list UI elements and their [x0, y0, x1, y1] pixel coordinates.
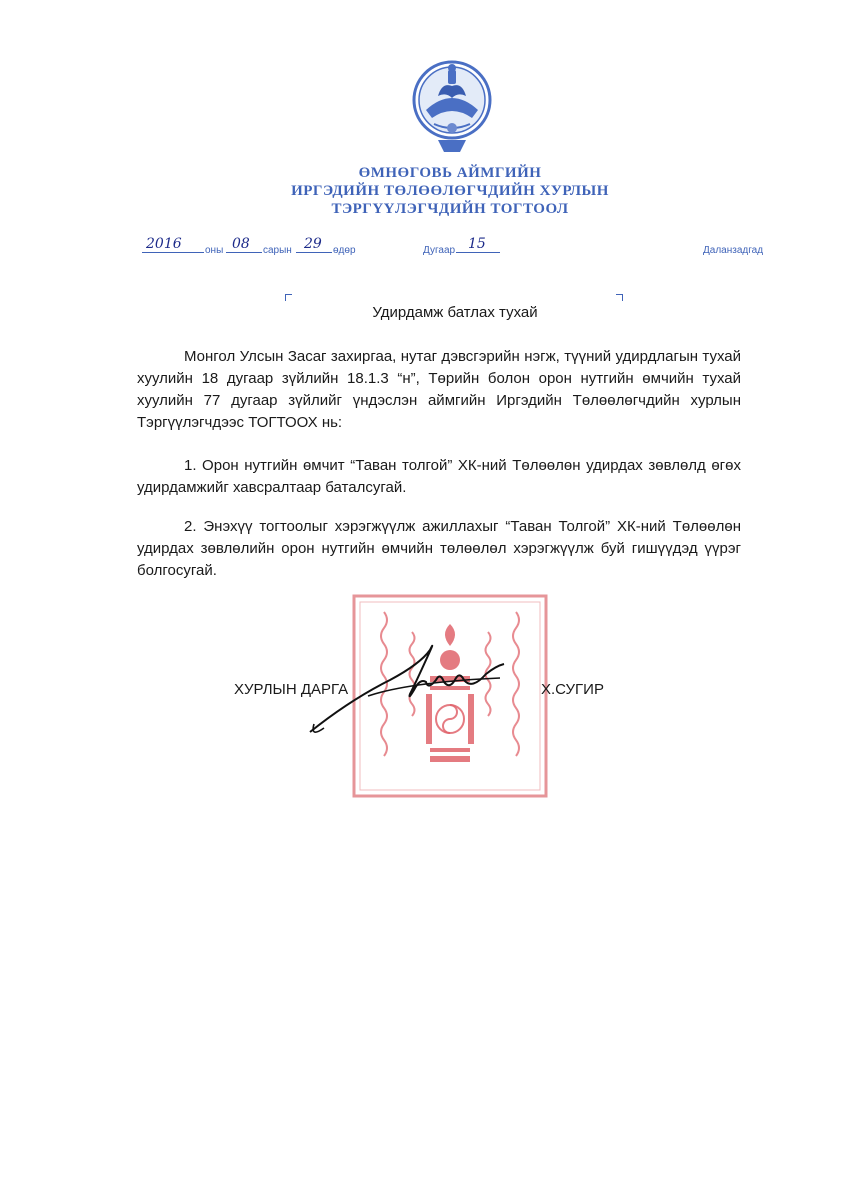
date-number-row [0, 236, 850, 260]
day-line [296, 252, 332, 253]
header-line-2: ИРГЭДИЙН ТӨЛӨӨЛӨГЧДИЙН ХУРЛЫН [291, 183, 609, 199]
day-label: өдөр [333, 245, 356, 256]
number-value: 15 [468, 236, 486, 252]
number-label: Дугаар [423, 245, 456, 256]
month-value: 08 [232, 236, 250, 252]
month-line [226, 252, 262, 253]
state-emblem-icon [412, 56, 492, 156]
handwritten-signature-icon [290, 620, 520, 740]
day-value: 29 [304, 236, 322, 252]
year-label: оны [205, 245, 224, 256]
place-name: Даланзадгад [703, 245, 764, 256]
body-paragraph-1: Монгол Улсын Засаг захиргаа, нутаг дэвсгэрийн нэгж, түүний удирдлагын тухай хуулийн 18 дугаар зүйлийн 18.1.3 “н”, Төрийн болон орон нутгийн өмчийн тухай хуулийн 77 дугаар зүйлийг үндэслэн аймгийн Иргэдийн Төлөөлөгчдийн хурлын Тэргүүлэгчдээс ТОГТООХ нь: [137, 348, 741, 431]
body-paragraph-3: 2. Энэхүү тогтоолыг хэрэгжүүлж ажиллахыг “Таван Толгой” ХК-ний Төлөөлөн удирдах зөвлөлийн орон нутгийн өмчийн төлөөлөл хэрэгжүүлж буй гишүүдэд үүрэг болгосугай. [137, 518, 741, 579]
year-line [142, 252, 204, 253]
number-line [456, 252, 500, 253]
signatory-title: ХУРЛЫН ДАРГА [234, 681, 349, 698]
document-header [200, 164, 700, 218]
body-paragraph-2: 1. Орон нутгийн өмчит “Таван толгой” ХК-ний Төлөөлөн удирдах зөвлөлд өгөх удирдамжийг хавсралтаар баталсугай. [137, 457, 741, 496]
document-subject: Удирдамж батлах тухай [372, 304, 538, 321]
signatory-name: Х.СУГИР [541, 681, 604, 698]
header-line-1: ӨМНӨГОВЬ АЙМГИЙН [358, 165, 542, 181]
header-line-3: ТЭРГҮҮЛЭГЧДИЙН ТОГТООЛ [331, 201, 569, 217]
subject-corner-right [616, 294, 623, 301]
subject-corner-left [285, 294, 292, 301]
year-value: 2016 [146, 236, 182, 252]
month-label: сарын [263, 245, 292, 256]
